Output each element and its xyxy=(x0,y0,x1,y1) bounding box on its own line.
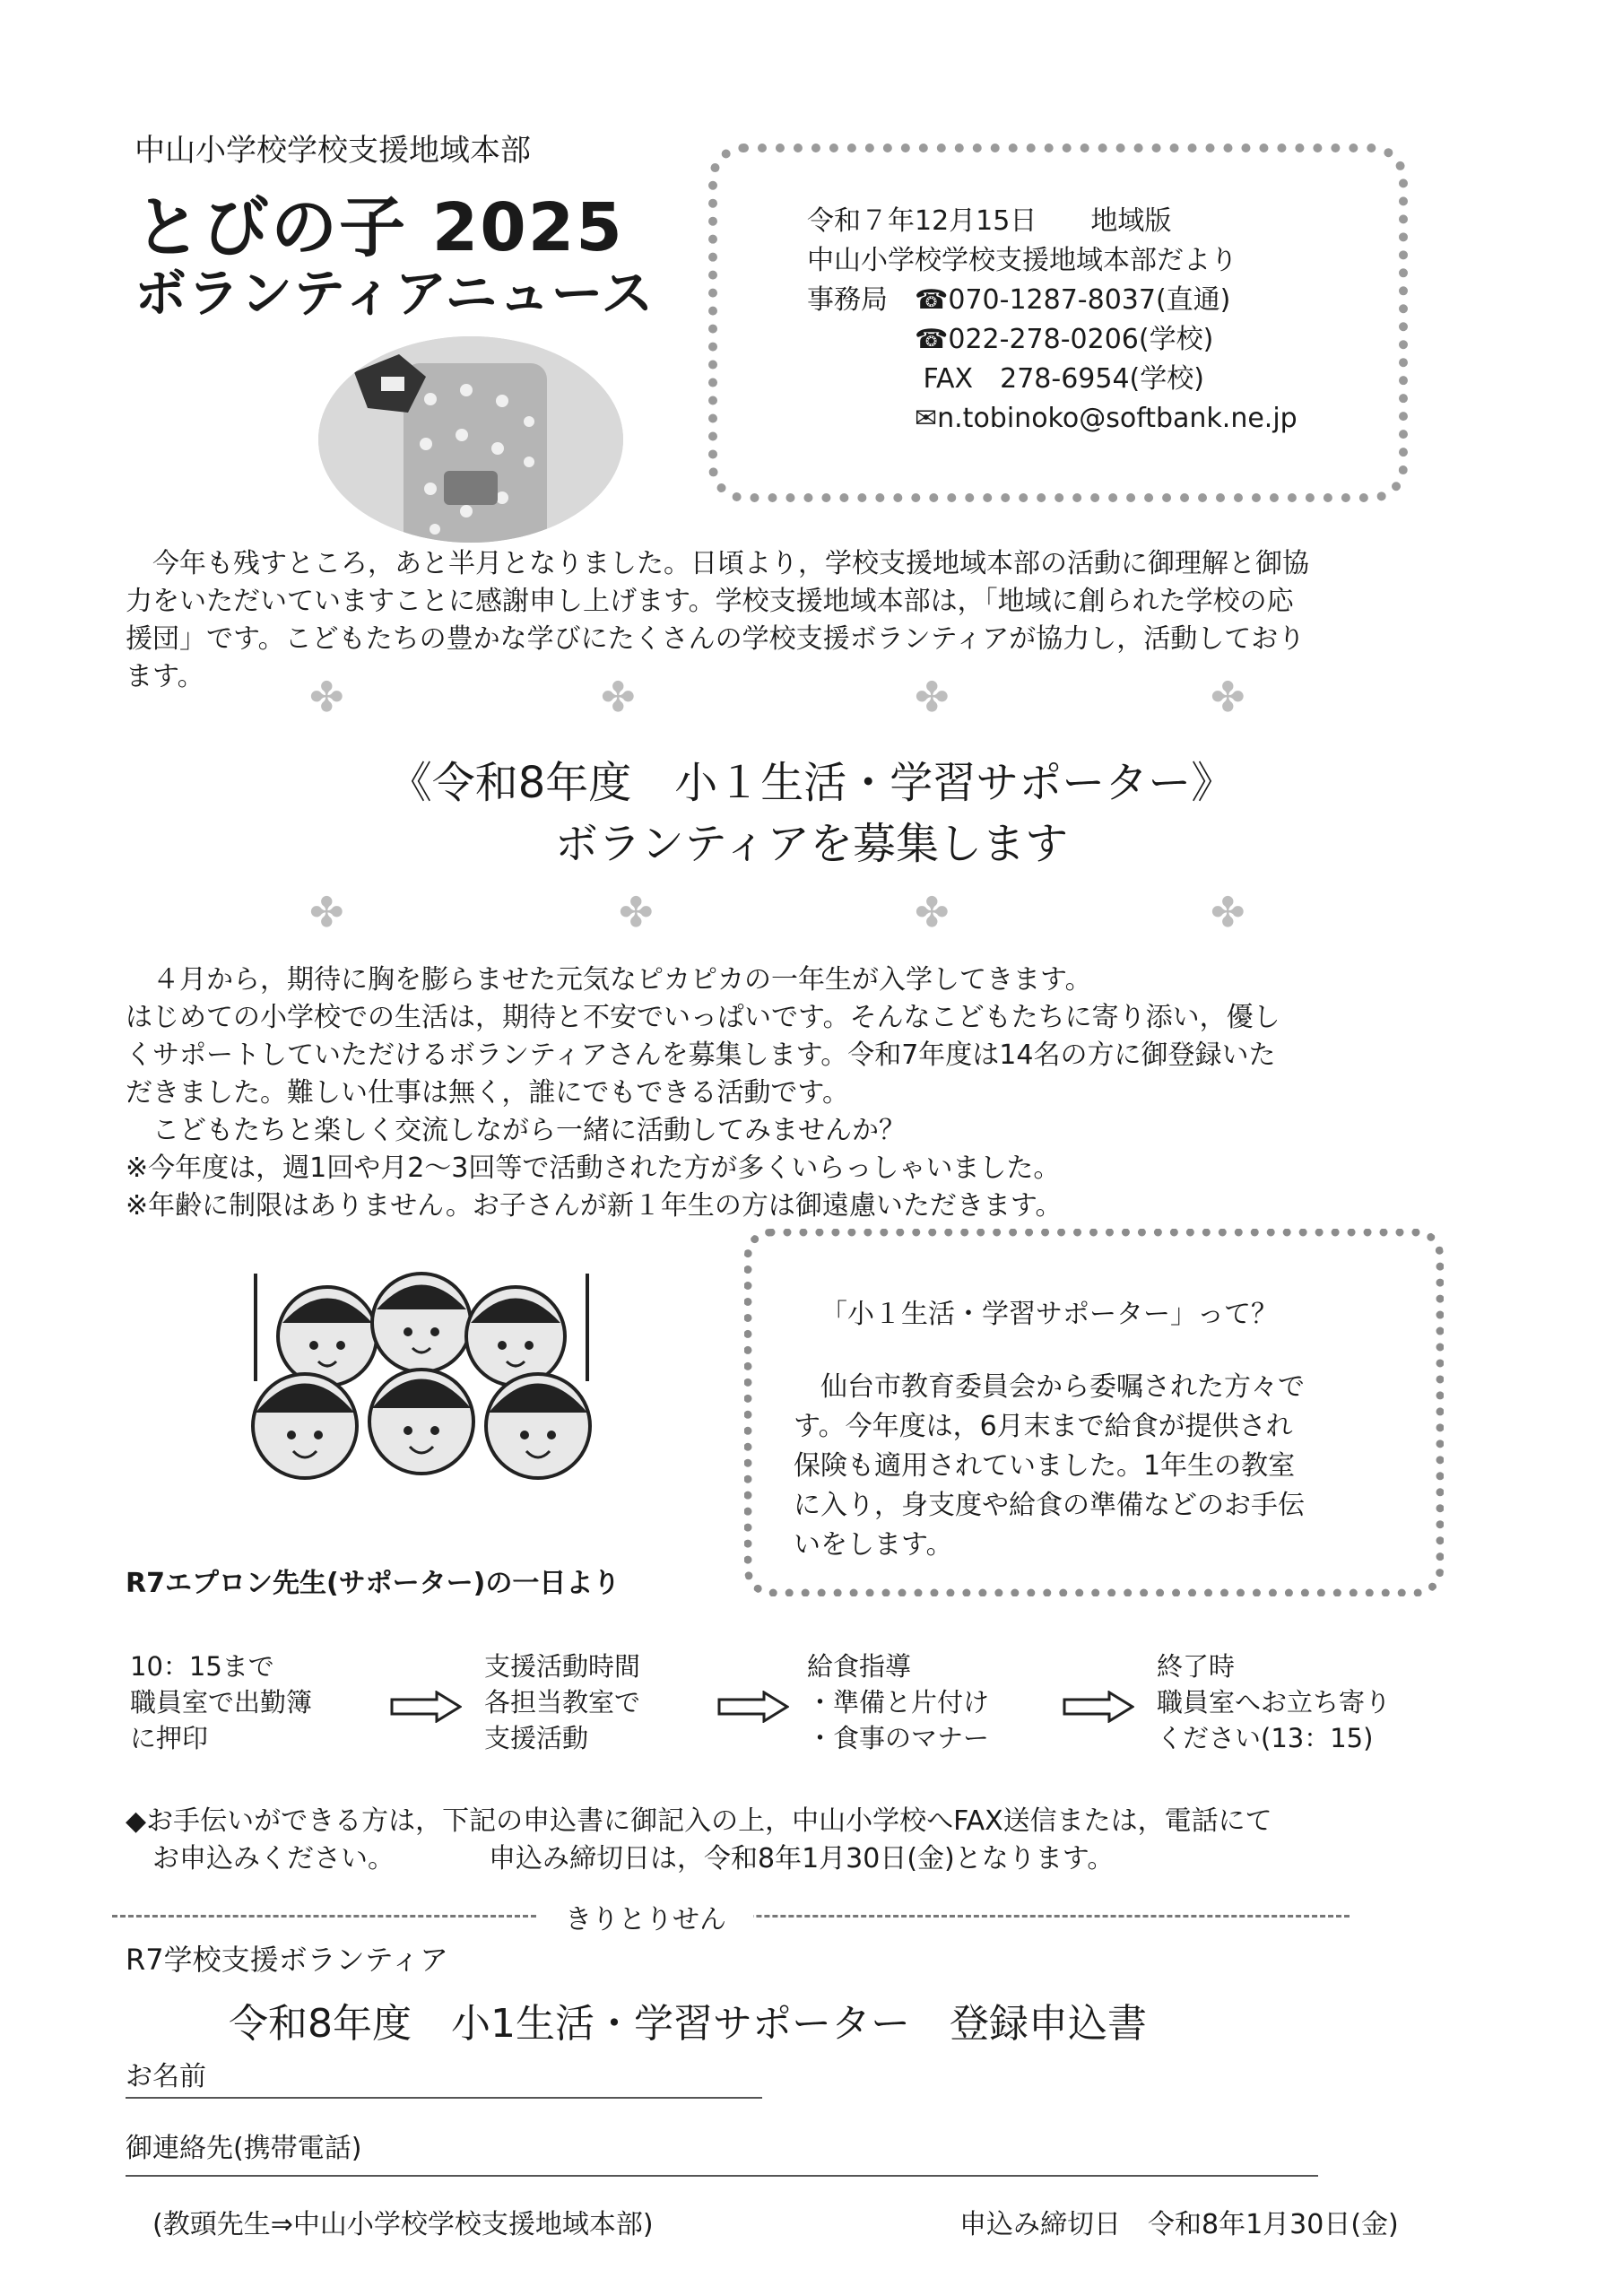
step-1: 10：15まで 職員室で出勤簿 に押印 xyxy=(130,1651,313,1753)
clover-icon: ✤ xyxy=(915,673,950,721)
intro-line: 力をいただいていますことに感謝申し上げます。学校支援地域本部は，「地域に創られた学校の応 xyxy=(126,586,1294,617)
recruit-note: ※今年度は，週1回や月2〜3回等で活動された方が多くいらっしゃいました。 xyxy=(126,1152,1061,1184)
recruit-line: はじめての小学校での生活は，期待と不安でいっぱいです。そんなこどもたちに寄り添い，優し xyxy=(126,1002,1280,1033)
office-phone-direct: 事務局 ☎070-1287-8037(直通) xyxy=(807,284,1231,316)
recruit-line: ４月から，期待に胸を膨らませた元気なピカピカの一年生が入学してきます。 xyxy=(152,964,1092,996)
clover-icon: ✤ xyxy=(309,673,344,721)
name-label: お名前 xyxy=(126,2061,206,2092)
office-fax: FAX 278-6954(学校) xyxy=(807,363,1204,395)
newsletter-title: とびの子 2025 xyxy=(135,189,624,266)
about-line: 保険も適用されていました。1年生の教室 xyxy=(794,1450,1296,1482)
newsletter-name: 中山小学校学校支援地域本部だより xyxy=(807,245,1237,276)
step-3: 給食指導 ・準備と片付け ・食事のマナー xyxy=(807,1651,990,1753)
about-line: す。今年度は，6月末まで給食が提供され xyxy=(794,1411,1293,1442)
newsletter-subtitle: ボランティアニュース xyxy=(135,263,655,324)
name-field[interactable] xyxy=(126,2097,762,2099)
recruit-paragraph xyxy=(126,961,1497,1225)
kids-illustration xyxy=(229,1256,614,1489)
clover-icon: ✤ xyxy=(1211,888,1245,936)
intro-line: 援団」です。こどもたちの豊かな学びにたくさんの学校支援ボランティアが協力し，活動しており xyxy=(126,623,1306,655)
recruit-line: こどもたちと楽しく交流しながら一緒に活動してみませんか？ xyxy=(152,1115,906,1146)
arrow-right-icon xyxy=(717,1691,789,1723)
about-line: 仙台市教育委員会から委嘱された方々で xyxy=(820,1371,1305,1403)
note-line: お申込みください。 申込み締切日は，令和8年1月30日(金)となります。 xyxy=(126,1843,1115,1874)
office-email: ✉n.tobinoko@softbank.ne.jp xyxy=(807,403,1298,434)
clover-icon: ✤ xyxy=(915,888,950,936)
about-line: に入り，身支度や給食の準備などのお手伝 xyxy=(794,1490,1305,1521)
step-2: 支援活動時間 各担当教室で 支援活動 xyxy=(484,1651,641,1753)
about-text xyxy=(794,1368,1394,1565)
note-line: ◆お手伝いができる方は，下記の申込書に御記入の上，中山小学校へFAX送信または，電話にて xyxy=(126,1805,1272,1837)
recruit-headline-sub: ボランティアを募集します xyxy=(554,819,1069,869)
office-phone-school: ☎022-278-0206(学校) xyxy=(807,324,1214,355)
form-subtitle: R7学校支援ボランティア xyxy=(126,1943,449,1977)
recruit-headline: 《令和8年度 小１生活・学習サポーター》 xyxy=(388,758,1235,808)
contact-field[interactable] xyxy=(126,2175,1318,2177)
form-title: 令和8年度 小1生活・学習サポーター 登録申込書 xyxy=(229,2001,1147,2047)
step-4: 終了時 職員室へお立ち寄り ください(13：15) xyxy=(1157,1651,1392,1753)
organization-name: 中山小学校学校支援地域本部 xyxy=(135,133,531,169)
children-group-icon xyxy=(229,1256,614,1489)
arrow-right-icon xyxy=(390,1691,462,1723)
cut-line-label: きりとりせん xyxy=(538,1897,753,1936)
form-deadline: 申込み締切日 令和8年1月30日(金) xyxy=(959,2209,1399,2240)
apron-photo-icon xyxy=(318,336,623,543)
recruit-line: だきました。難しい仕事は無く，誰にでもできる活動です。 xyxy=(126,1077,849,1109)
about-line: いをします。 xyxy=(794,1529,953,1561)
clover-icon: ✤ xyxy=(619,888,654,936)
photo-oval xyxy=(318,336,623,543)
clover-icon: ✤ xyxy=(601,673,636,721)
clover-icon: ✤ xyxy=(1211,673,1245,721)
recruit-line: くサポートしていただけるボランティアさんを募集します。令和7年度は14名の方に御登録いた xyxy=(126,1039,1276,1071)
application-note xyxy=(126,1803,1471,1878)
issue-date: 令和７年12月15日 地域版 xyxy=(807,205,1172,237)
intro-line: 今年も残すところ，あと半月となりました。日頃より，学校支援地域本部の活動に御理解と御協 xyxy=(152,548,1309,579)
recruit-note: ※年齢に制限はありません。お子さんが新１年生の方は御遠慮いただきます。 xyxy=(126,1190,1063,1222)
arrow-right-icon xyxy=(1063,1691,1134,1723)
contact-label: 御連絡先(携帯電話) xyxy=(126,2133,362,2164)
clover-icon: ✤ xyxy=(309,888,344,936)
kids-caption: R7エプロン先生(サポーター)の一日より xyxy=(126,1568,621,1599)
intro-line: ます。 xyxy=(126,661,204,692)
submission-route: (教頭先生⇒中山小学校学校支援地域本部) xyxy=(152,2209,654,2240)
about-title: 「小１生活・学習サポーター」って？ xyxy=(820,1299,1278,1330)
